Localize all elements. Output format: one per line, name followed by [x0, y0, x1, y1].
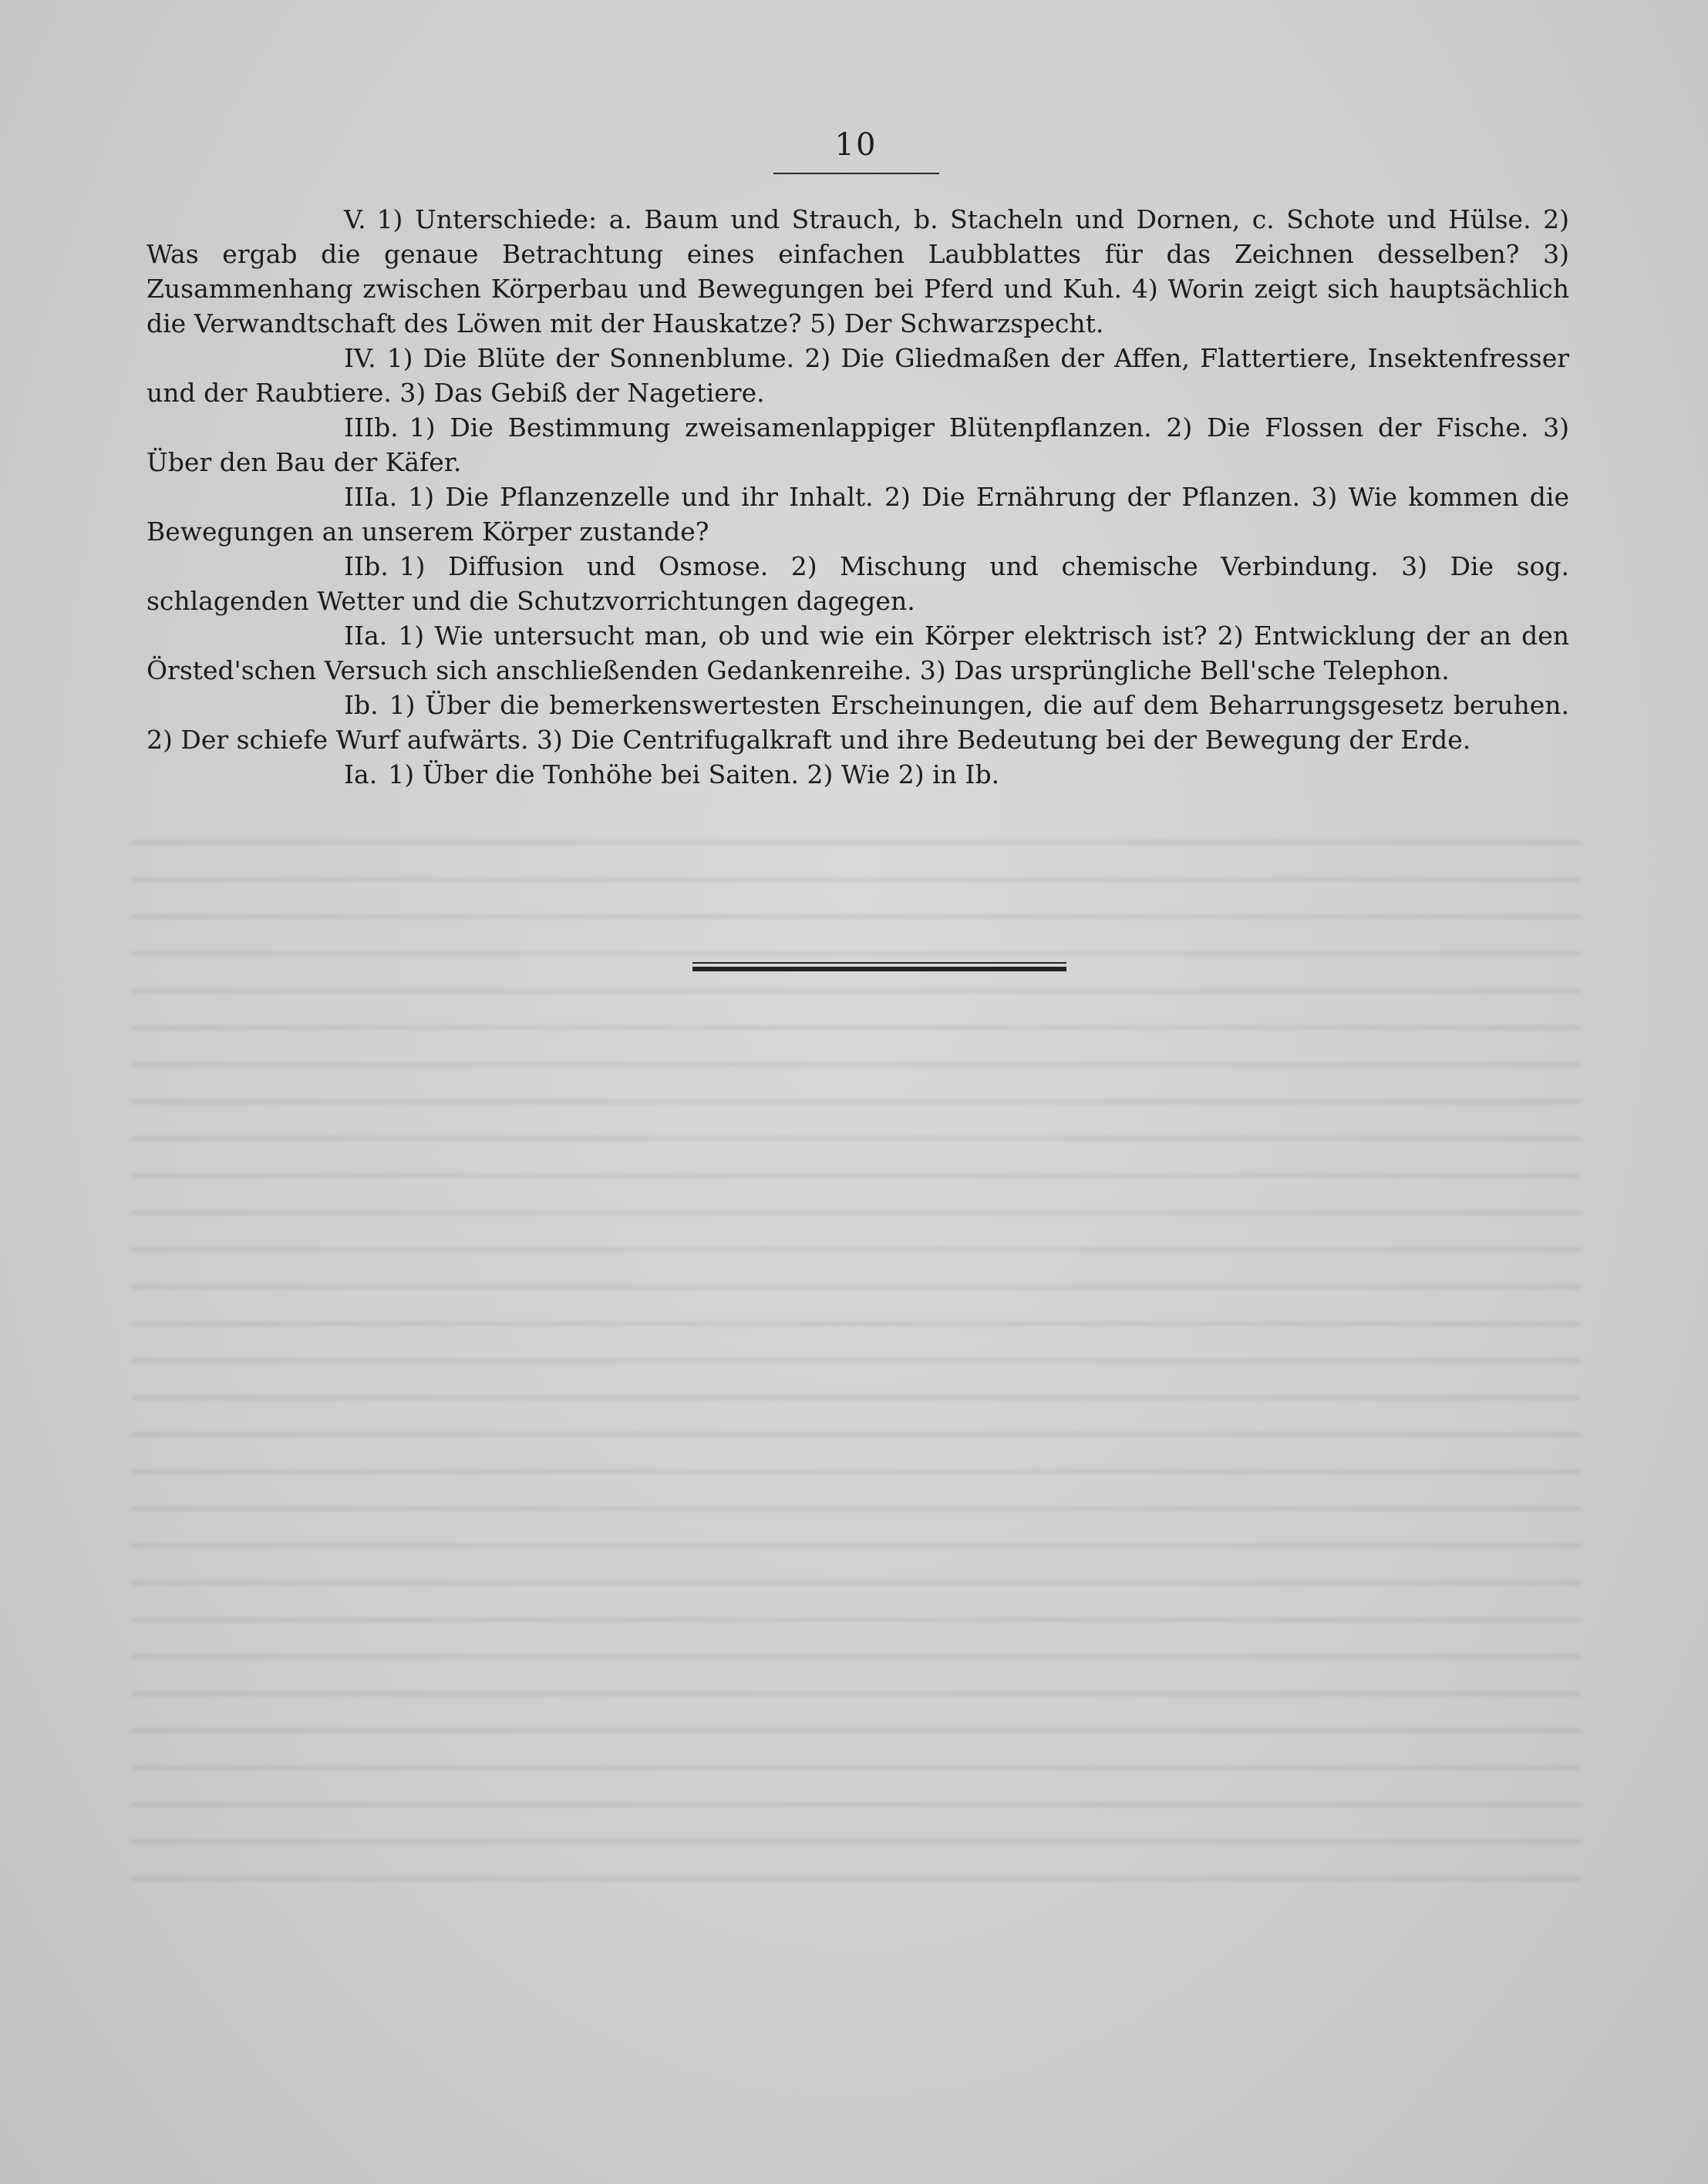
entry-text: 1) Unterschiede: a. Baum und Strauch, b. Stacheln und Dornen, c. Schote und Hülse. 2) Was ergab die genaue Betrachtung eines einfachen Laubblattes für das Zeichnen desselben? 3) Zusammenhang zwischen Körperbau und Bewegungen bei Pferd und Kuh. 4) Worin zeigt sich hauptsächlich die Verwandtschaft des Löwen mit der Hauskatze? 5) Der Schwarzspecht. [147, 204, 1569, 338]
class-label: Ib. [344, 690, 379, 720]
entry-text: 1) Diffusion und Osmose. 2) Mischung und chemische Verbindung. 3) Die sog. schlagenden Wetter und die Schutzvorrichtungen dagegen. [147, 551, 1569, 616]
page-number: 10 [834, 127, 878, 163]
entry-class-ia [147, 757, 1569, 792]
class-label: IIIb. [344, 412, 399, 443]
entry-class-iia [147, 618, 1569, 688]
class-label: V. [344, 204, 366, 234]
page-number-rule [773, 173, 939, 174]
entry-text: 1) Wie untersucht man, ob und wie ein Körper elektrisch ist? 2) Entwicklung der an den Örsted'schen Versuch sich anschließenden Gedankenreihe. 3) Das ursprüngliche Bell'sche Telephon. [147, 621, 1569, 685]
entry-text: 1) Über die bemerkenswertesten Erscheinungen, die auf dem Beharrungsgesetz beruhen. 2) Der schiefe Wurf aufwärts. 3) Die Centrifugalkraft und ihre Bedeutung bei der Bewegung der Erde. [147, 690, 1569, 755]
topics-list [147, 202, 1569, 792]
section-divider [692, 962, 1066, 971]
entry-text: 1) Die Pflanzenzelle und ihr Inhalt. 2) Die Ernährung der Pflanzen. 3) Wie kommen die Bewegungen an unserem Körper zustande? [147, 482, 1569, 547]
entry-class-v [147, 202, 1569, 341]
class-label: Ia. [344, 759, 378, 789]
class-label: IIa. [344, 621, 388, 651]
entry-class-iiia [147, 480, 1569, 549]
entry-class-ib [147, 688, 1569, 757]
class-label: IV. [344, 343, 376, 373]
entry-class-iv [147, 341, 1569, 410]
entry-text: 1) Die Bestimmung zweisamenlappiger Blütenpflanzen. 2) Die Flossen der Fische. 3) Über den Bau der Käfer. [147, 412, 1569, 477]
divider-thin-rule [692, 962, 1066, 964]
class-label: IIb. [344, 551, 389, 581]
divider-thick-rule [692, 967, 1066, 971]
entry-class-iiib [147, 410, 1569, 480]
entry-text: 1) Die Blüte der Sonnenblume. 2) Die Gliedmaßen der Affen, Flattertiere, Insektenfresser und der Raubtiere. 3) Das Gebiß der Nagetiere. [147, 343, 1569, 408]
bleed-through-texture [131, 817, 1581, 1912]
entry-class-iib [147, 549, 1569, 618]
class-label: IIIa. [344, 482, 398, 512]
entry-text: 1) Über die Tonhöhe bei Saiten. 2) Wie 2) in Ib. [388, 759, 1000, 789]
